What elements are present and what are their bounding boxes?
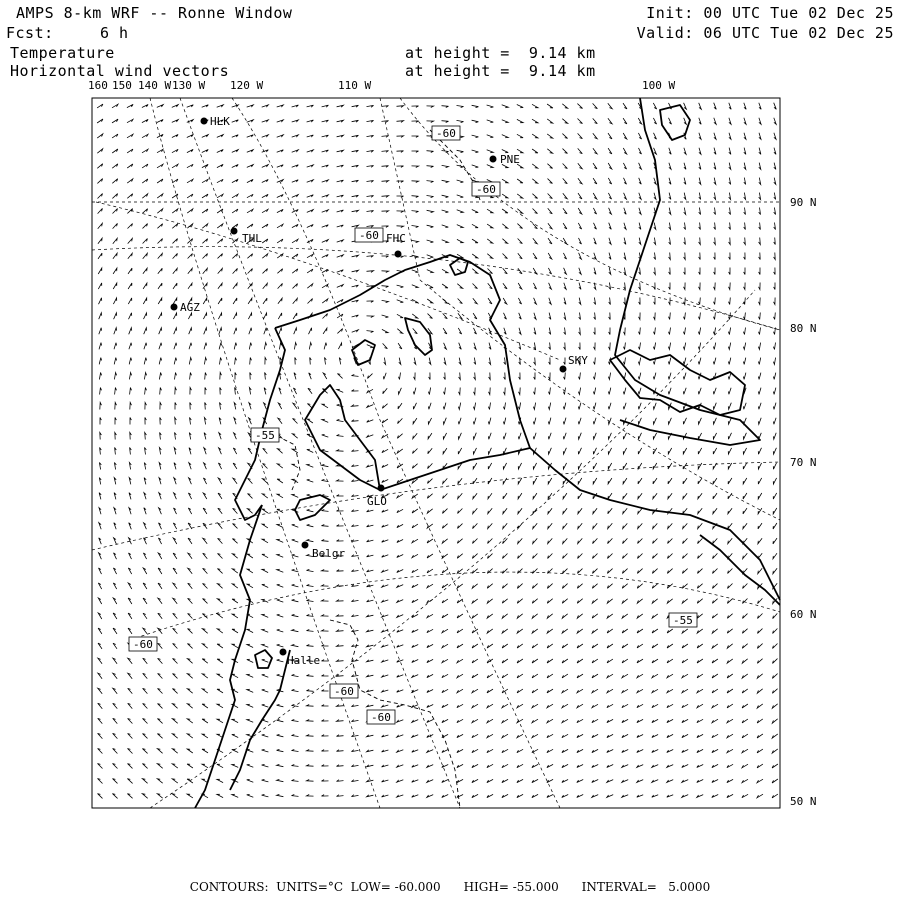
lon-label-120: 120 W (230, 79, 264, 92)
height-temperature: at height = 9.14 km (405, 44, 596, 62)
station-marker-hlk (201, 118, 208, 125)
station-label-halley: Halle (287, 654, 321, 667)
coast-east-1 (530, 448, 780, 600)
map-title: AMPS 8-km WRF -- Ronne Window (16, 4, 293, 22)
contour-info-footer: CONTOURS: UNITS=°C LOW= -60.000 HIGH= -55.000 INTERVAL= 5.0000 (189, 880, 711, 894)
halley-coast (230, 650, 290, 790)
station-marker-halley (280, 649, 287, 656)
lon-label-150: 150 (112, 79, 132, 92)
graticule (92, 98, 780, 808)
coast-east-2 (700, 535, 780, 605)
berkner-island (235, 328, 285, 520)
map-frame (92, 98, 780, 808)
wind-vectors-path (97, 103, 778, 799)
contour-label-2: -60 (476, 183, 496, 196)
contour-label-1: -60 (436, 127, 456, 140)
lat-line-60 (130, 572, 780, 640)
station-label-hlk: HLK (210, 115, 230, 128)
contour-label-box-7 (367, 710, 395, 724)
lon-line-140 (150, 98, 380, 808)
small-island-1 (450, 258, 468, 275)
field-temperature: Temperature (10, 44, 115, 62)
lat-label-70: 70 N (790, 456, 817, 469)
station-label-sky: SKY (568, 354, 588, 367)
contour-label-5: -60 (133, 638, 153, 651)
small-island-3 (255, 650, 272, 668)
lon-label-100: 100 W (642, 79, 676, 92)
forecast-label: Fcst: (6, 24, 54, 42)
wind-vector-field (97, 103, 778, 799)
forecast-value: 6 h (100, 24, 129, 42)
lon-label-160: 160 (88, 79, 108, 92)
contour-label-7: -60 (371, 711, 391, 724)
lat-label-60: 60 N (790, 608, 817, 621)
lat-label-90: 90 N (790, 196, 817, 209)
ronne-ice-shelf-front (275, 255, 530, 490)
station-label-glo: GLO (367, 495, 387, 508)
lon-label-110: 110 W (338, 79, 372, 92)
lon-label-140: 140 W (138, 79, 172, 92)
station-marker-agz (171, 304, 178, 311)
contour-label-box-1 (432, 126, 460, 140)
station-marker-thl (231, 228, 238, 235)
contour-label-box-6 (330, 684, 358, 698)
contour-label-6: -60 (334, 685, 354, 698)
contour-label-box-8 (669, 613, 697, 627)
station-marker-sky (560, 366, 567, 373)
filchner-coast (195, 505, 262, 808)
station-marker-pne (490, 156, 497, 163)
valid-time: Valid: 06 UTC Tue 02 Dec 25 (636, 24, 894, 42)
lon-label-130: 130 W (172, 79, 206, 92)
contour-label-box-4 (251, 428, 279, 442)
station-marker-fhc (395, 251, 402, 258)
station-label-belgrano: Belgr (312, 547, 346, 560)
contour-label-box-2 (472, 182, 500, 196)
contour-label-8: -55 (673, 614, 693, 627)
lon-line-130 (180, 98, 460, 808)
station-marker-glo (378, 485, 385, 492)
height-wind: at height = 9.14 km (405, 62, 596, 80)
contour-label-box-5 (129, 637, 157, 651)
station-marker-belgrano (302, 542, 309, 549)
lat-label-50: 50 N (790, 795, 817, 808)
station-label-fhc: FHC (386, 232, 406, 245)
init-time: Init: 00 UTC Tue 02 Dec 25 (646, 4, 894, 22)
lat-line-70 (92, 462, 780, 550)
station-label-agz: AGZ (180, 301, 200, 314)
contour-label-box-3 (355, 228, 383, 242)
peninsula-islands (610, 350, 745, 415)
hercules-inlet (405, 318, 432, 355)
weddell-western-coast (305, 385, 380, 490)
contour-labels (129, 126, 697, 724)
station-label-pne: PNE (500, 153, 520, 166)
contour-label-3: -60 (359, 229, 379, 242)
field-wind-vectors: Horizontal wind vectors (10, 62, 230, 80)
contour-label-4: -55 (255, 429, 275, 442)
lon-line-diag (420, 280, 780, 520)
station-label-thl: THL (242, 232, 262, 245)
contour-neg55-west (250, 435, 300, 490)
lat-label-80: 80 N (790, 322, 817, 335)
lat-line-circle-outer (150, 290, 755, 808)
